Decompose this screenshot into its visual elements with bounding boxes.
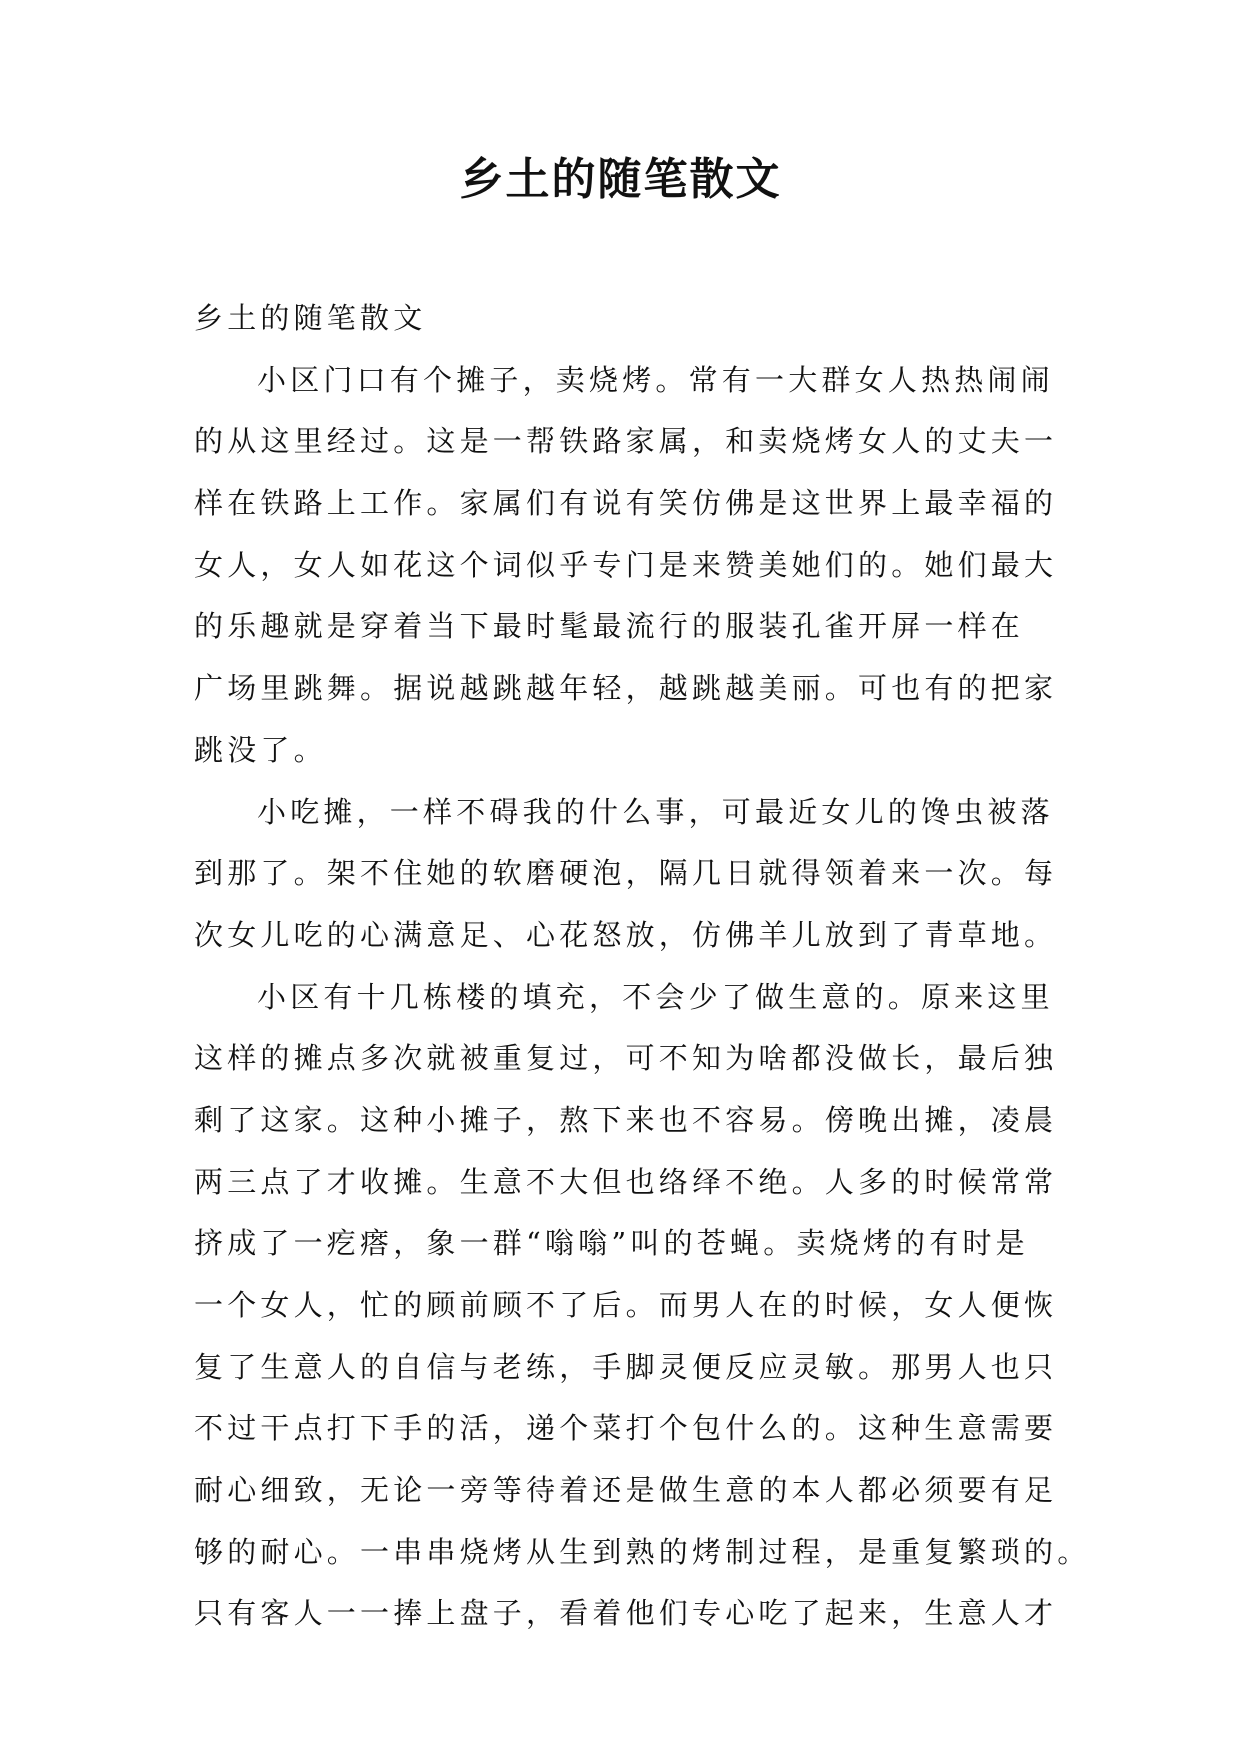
paragraph-line: 只有客人一一捧上盘子，看着他们专心吃了起来，生意人才 [194,1596,1058,1631]
paragraph-line: 小吃摊，一样不碍我的什么事，可最近女儿的馋虫被落 [257,794,1054,829]
document-body [194,288,1091,1645]
paragraph-line: 的从这里经过。这是一帮铁路家属，和卖烧烤女人的丈夫一 [194,424,1058,459]
paragraph-line: 广场里跳舞。据说越跳越年轻，越跳越美丽。可也有的把家 [194,671,1058,706]
paragraph-line: 次女儿吃的心满意足、心花怒放，仿佛羊儿放到了青草地。 [194,917,1058,952]
paragraph-line: 剩了这家。这种小摊子，熬下来也不容易。傍晚出摊，凌晨 [194,1102,1058,1137]
paragraph-line: 到那了。架不住她的软磨硬泡，隔几日就得领着来一次。每 [194,856,1058,891]
paragraph-line: 小区有十几栋楼的填充，不会少了做生意的。原来这里 [257,979,1054,1014]
paragraph-line: 小区门口有个摊子，卖烧烤。常有一大群女人热热闹闹 [257,362,1054,397]
document-title: 乡土的随笔散文 [459,154,782,205]
paragraph-line: 跳没了。 [194,732,327,767]
subtitle-line: 乡土的随笔散文 [194,301,427,335]
paragraph-line: 复了生意人的自信与老练，手脚灵便反应灵敏。那男人也只 [194,1349,1058,1384]
paragraph-line: 不过干点打下手的活，递个菜打个包什么的。这种生意需要 [194,1411,1058,1446]
paragraph-line: 的乐趣就是穿着当下最时髦最流行的服装孔雀开屏一样在 [194,609,1025,644]
paragraph-line: 耐心细致，无论一旁等待着还是做生意的本人都必须要有足 [194,1473,1058,1508]
paragraph-line: 挤成了一疙瘩，象一群“嗡嗡”叫的苍蝇。卖烧烤的有时是 [194,1226,1029,1261]
paragraph-line: 样在铁路上工作。家属们有说有笑仿佛是这世界上最幸福的 [194,486,1058,521]
paragraph-line: 女人，女人如花这个词似乎专门是来赞美她们的。她们最大 [194,547,1058,582]
paragraph-line: 一个女人，忙的顾前顾不了后。而男人在的时候，女人便恢 [194,1288,1058,1322]
paragraph-line: 两三点了才收摊。生意不大但也络绎不绝。人多的时候常常 [194,1164,1058,1199]
paragraph-line: 这样的摊点多次就被重复过，可不知为啥都没做长，最后独 [194,1041,1058,1076]
paragraph-line: 够的耐心。一串串烧烤从生到熟的烤制过程，是重复繁琐的。 [194,1534,1091,1569]
